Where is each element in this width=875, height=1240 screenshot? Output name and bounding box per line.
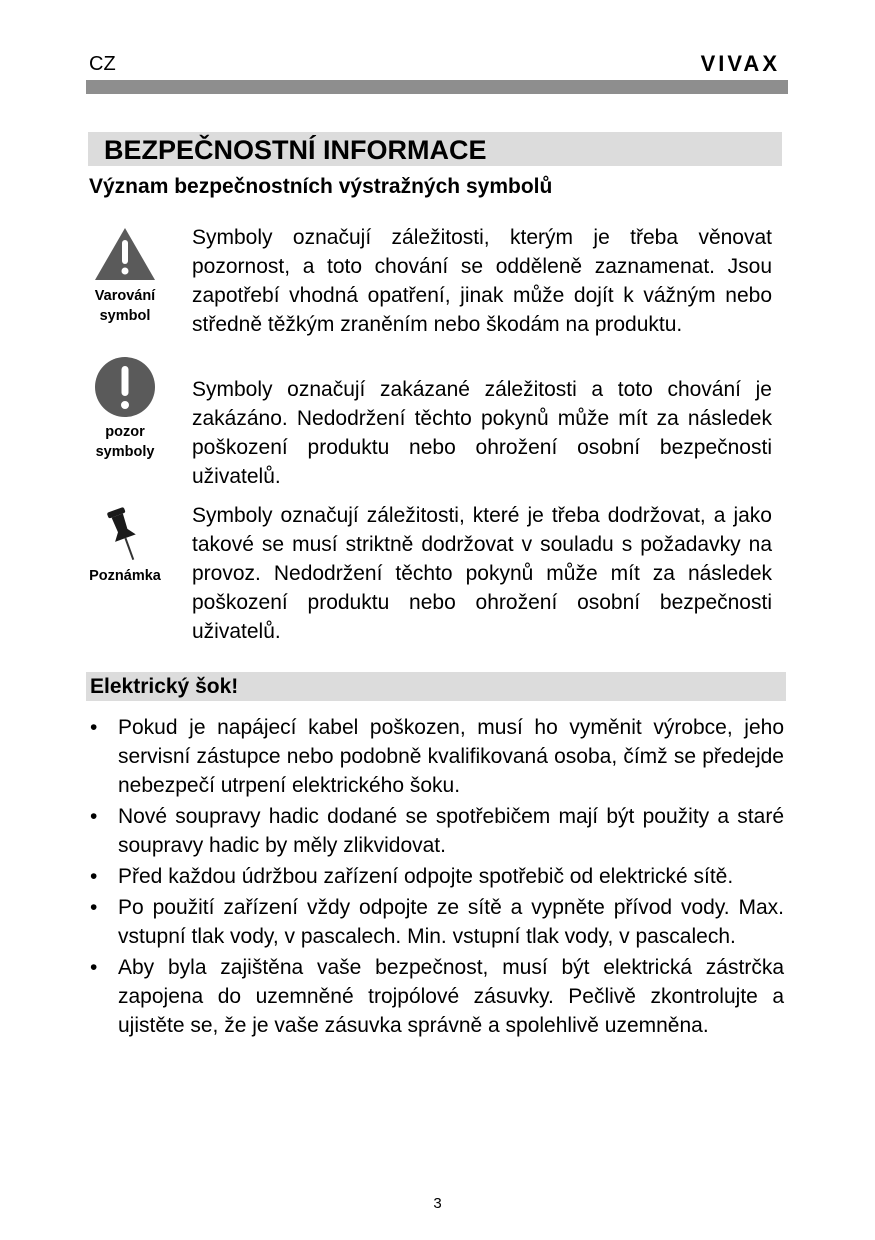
page-number: 3 xyxy=(433,1195,442,1212)
list-item: • Po použití zařízení vždy odpojte ze sítě a vypněte přívod vody. Max. vstupní tlak vody, v pascalech. Min. vstupní tlak vody, v pascalech. xyxy=(90,896,784,948)
symbol-warning xyxy=(84,226,166,326)
list-item: • Nové soupravy hadic dodané se spotřebičem mají být použity a staré soupravy hadic by měly zlikvidovat. xyxy=(90,805,784,857)
list-item: • Pokud je napájecí kabel poškozen, musí ho vyměnit výrobce, jeho servisní zástupce nebo podobně kvalifikovaná osoba, čímž se předejde nebezpečí utrpení elektrického šoku. xyxy=(90,716,784,797)
electric-shock-heading: Elektrický šok! xyxy=(86,672,786,701)
symbol-description: Symboly označují záležitosti, kterým je třeba věnovat pozornost, a toto chování se odděleně zaznamenat. Jsou zapotřebí vhodná opatření, jinak může dojít k vážným nebo středně těžkým zraněním nebo škodám na produktu. xyxy=(192,226,772,336)
symbol-description: Symboly označují zakázané záležitosti a toto chování je zakázáno. Nedodržení těchto pokynů může mít za následek poškození produktu nebo ohrožení osobní bezpečnosti uživatelů. xyxy=(192,378,772,488)
list-item: • Aby byla zajištěna vaše bezpečnost, musí být elektrická zástrčka zapojena do uzemněné trojpólové zásuvky. Pečlivě zkontrolujte a ujistěte se, že je vaše zásuvka správně a spolehlivě uzemněna. xyxy=(90,956,784,1037)
symbol-note xyxy=(84,506,166,586)
brand-logo: VIVAX xyxy=(700,51,780,76)
pushpin-icon xyxy=(105,506,145,562)
section-title: BEZPEČNOSTNÍ INFORMACE xyxy=(88,132,782,166)
electric-shock-list xyxy=(88,713,784,1042)
header-divider xyxy=(86,80,788,94)
symbol-description: Symboly označují záležitosti, které je třeba dodržovat, a jako takové se musí striktně dodržovat v souladu s požadavky na provoz. Nedodržení těchto pokynů může mít za následek poškození produktu nebo ohrožení osobní bezpečnosti uživatelů. xyxy=(192,504,772,643)
symbol-caution xyxy=(84,356,166,462)
language-code: CZ xyxy=(89,53,116,75)
warning-triangle-icon xyxy=(93,226,157,282)
subtitle: Význam bezpečnostních výstražných symbolů xyxy=(89,175,553,198)
caution-circle-icon xyxy=(94,356,156,418)
symbol-label: pozor symboly xyxy=(95,424,155,460)
symbol-label: Poznámka xyxy=(89,568,161,584)
symbol-label: Varování symbol xyxy=(94,288,156,324)
list-item: • Před každou údržbou zařízení odpojte spotřebič od elektrické sítě. xyxy=(90,865,734,888)
